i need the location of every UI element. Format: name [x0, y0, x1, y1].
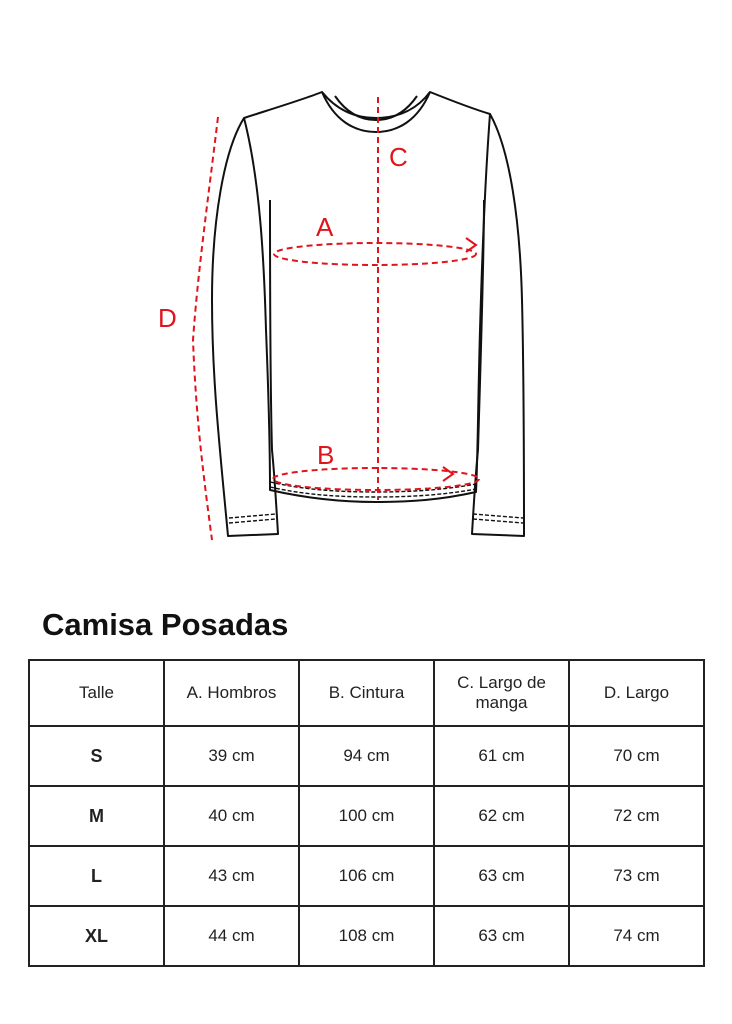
size-cell: L	[29, 846, 164, 906]
largo-cell: 72 cm	[569, 786, 704, 846]
label-a: A	[316, 212, 334, 242]
table-row	[29, 726, 704, 786]
table-row	[29, 906, 704, 966]
header-largo-manga: C. Largo de manga	[434, 660, 569, 726]
product-title: Camisa Posadas	[42, 607, 289, 642]
size-cell: XL	[29, 906, 164, 966]
hombros-cell: 39 cm	[164, 726, 299, 786]
cintura-cell: 100 cm	[299, 786, 434, 846]
measure-arrows	[443, 238, 476, 481]
largo-manga-cell: 63 cm	[434, 846, 569, 906]
label-d: D	[158, 303, 177, 333]
arrow-b-icon	[443, 467, 453, 481]
size-cell: M	[29, 786, 164, 846]
largo-manga-cell: 62 cm	[434, 786, 569, 846]
header-talle: Talle	[29, 660, 164, 726]
hombros-cell: 44 cm	[164, 906, 299, 966]
measure-lines	[193, 97, 479, 540]
header-cintura: B. Cintura	[299, 660, 434, 726]
largo-cell: 73 cm	[569, 846, 704, 906]
sweater-outline	[212, 92, 524, 536]
cintura-cell: 106 cm	[299, 846, 434, 906]
header-hombros: A. Hombros	[164, 660, 299, 726]
table-row	[29, 786, 704, 846]
cintura-cell: 94 cm	[299, 726, 434, 786]
table-row	[29, 846, 704, 906]
largo-manga-cell: 61 cm	[434, 726, 569, 786]
cintura-cell: 108 cm	[299, 906, 434, 966]
measure-a-ellipse	[274, 243, 476, 265]
header-largo: D. Largo	[569, 660, 704, 726]
label-b: B	[317, 440, 335, 470]
measure-d-line	[193, 117, 218, 540]
largo-cell: 74 cm	[569, 906, 704, 966]
hombros-cell: 40 cm	[164, 786, 299, 846]
table-header-row	[29, 660, 704, 726]
largo-manga-cell: 63 cm	[434, 906, 569, 966]
size-cell: S	[29, 726, 164, 786]
label-c: C	[389, 142, 408, 172]
size-table	[28, 659, 705, 967]
largo-cell: 70 cm	[569, 726, 704, 786]
hombros-cell: 43 cm	[164, 846, 299, 906]
